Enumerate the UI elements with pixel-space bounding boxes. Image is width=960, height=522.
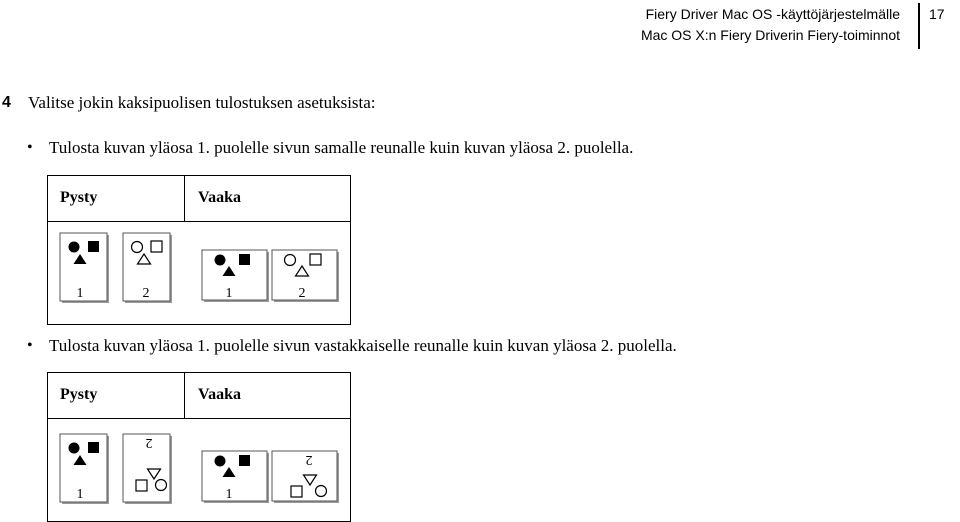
- option-2-table: [47, 372, 351, 522]
- table-header-portrait: Pysty: [60, 189, 98, 206]
- portrait-page-1: [60, 233, 109, 303]
- landscape-page-2-rotated: [272, 451, 339, 503]
- table-header-landscape: Vaaka: [198, 189, 241, 206]
- option-1-bullet: •: [27, 139, 33, 156]
- step-number: 4: [2, 94, 11, 111]
- table-header-portrait: Pysty: [60, 386, 98, 403]
- page-label: 1: [76, 286, 84, 301]
- table-header-landscape: Vaaka: [198, 386, 241, 403]
- header-divider: [918, 3, 920, 49]
- table-column-divider: [184, 176, 185, 222]
- page-label: 2: [145, 435, 153, 450]
- option-1-text: Tulosta kuvan yläosa 1. puolelle sivun samalle reunalle kuin kuvan yläosa 2. puolella.: [49, 138, 634, 157]
- page-label: 2: [298, 286, 306, 301]
- page-label: 1: [76, 487, 84, 502]
- portrait-page-2-rotated: [123, 434, 172, 504]
- option-2-bullet: •: [27, 337, 33, 354]
- portrait-page-2: [123, 233, 172, 303]
- portrait-page-1: [60, 434, 109, 504]
- duplex-diagram-same-edge: [48, 222, 350, 324]
- option-2-text: Tulosta kuvan yläosa 1. puolelle sivun vastakkaiselle reunalle kuin kuvan yläosa 2. puolella.: [49, 336, 677, 355]
- header-doc-title: Fiery Driver Mac OS -käyttöjärjestelmälle: [645, 6, 900, 22]
- option-1-table: [47, 175, 351, 325]
- page-number: 17: [929, 6, 945, 22]
- page-label: 1: [225, 286, 233, 301]
- duplex-diagram-opposite-edge: [48, 419, 350, 521]
- landscape-page-1: [202, 250, 269, 302]
- step-instruction: Valitse jokin kaksipuolisen tulostuksen asetuksista:: [28, 93, 376, 112]
- page-label: 2: [142, 286, 150, 301]
- page-label: 1: [225, 487, 233, 502]
- landscape-page-2: [272, 250, 339, 302]
- page-label: 2: [305, 452, 313, 467]
- header-section-title: Mac OS X:n Fiery Driverin Fiery-toiminnot: [640, 27, 900, 43]
- landscape-page-1: [202, 451, 269, 503]
- table-column-divider: [184, 373, 185, 419]
